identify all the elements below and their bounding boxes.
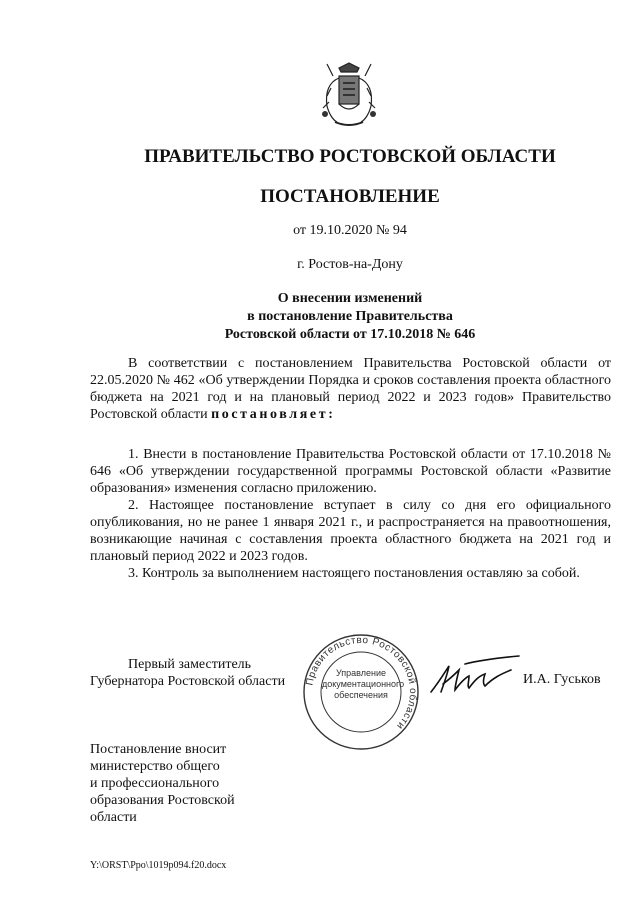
- note-line: министерство общего: [90, 759, 220, 774]
- note-line: Постановление вносит: [90, 742, 227, 757]
- document-date-number: от 19.10.2020 № 94: [293, 223, 407, 238]
- document-type: ПОСТАНОВЛЕНИЕ: [260, 186, 440, 207]
- decision-item: 1. Внести в постановление Правительства Ростовской области от 17.10.2018 № 646 «Об утверждении государственной программы Ростовской области «Развитие образования» изменения согласно приложению.: [90, 447, 611, 496]
- stamp-ring-text: Правительство Ростовской области: [304, 634, 419, 732]
- decision-word: постановляет:: [211, 407, 336, 422]
- decision-items: [90, 446, 611, 582]
- stamp-line: обеспечения: [334, 690, 388, 700]
- preamble-text: В соответствии с постановлением Правительства Ростовской области от 22.05.2020 № 462 «Об утверждении Порядка и сроков составления проекта областного бюджета на 2021 год и на плановый период 2022 и 2023 годов» Правительство Ростовской области: [90, 356, 611, 422]
- signatory-name: И.А. Гуськов: [523, 672, 601, 687]
- submitted-by-note: [90, 741, 235, 826]
- preamble: [90, 355, 611, 423]
- subject-line: О внесении изменений: [277, 291, 423, 306]
- file-path: Y:\ORST\Ppo\1019p094.f20.docx: [90, 860, 227, 871]
- note-line: области: [90, 810, 137, 825]
- position-line: Первый заместитель: [128, 657, 252, 672]
- subject-line: в постановление Правительства: [247, 309, 453, 324]
- organization-title: ПРАВИТЕЛЬСТВО РОСТОВСКОЙ ОБЛАСТИ: [144, 146, 556, 167]
- handwritten-signature: [425, 652, 523, 702]
- position-line: Губернатора Ростовской области: [90, 674, 286, 689]
- decision-item: 2. Настоящее постановление вступает в силу со дня его официального опубликования, но не ранее 1 января 2021 г., и распространяется на правоотношения, возникающие начиная с составления проекта областного бюджета на 2021 год и плановый период 2022 и 2023 годов.: [90, 498, 611, 564]
- stamp-center-text: [322, 668, 405, 701]
- decision-item: 3. Контроль за выполнением настоящего постановления оставляю за собой.: [128, 566, 580, 581]
- document-subject: [90, 290, 610, 344]
- stamp-line: документационного: [322, 679, 405, 689]
- subject-line: Ростовской области от 17.10.2018 № 646: [224, 327, 476, 342]
- signatory-position: [90, 656, 285, 690]
- note-line: и профессионального: [90, 776, 220, 791]
- note-line: образования Ростовской: [90, 793, 235, 808]
- stamp-line: Управление: [335, 668, 387, 678]
- document-city: г. Ростов-на-Дону: [297, 257, 403, 272]
- coat-of-arms-icon: [317, 62, 381, 130]
